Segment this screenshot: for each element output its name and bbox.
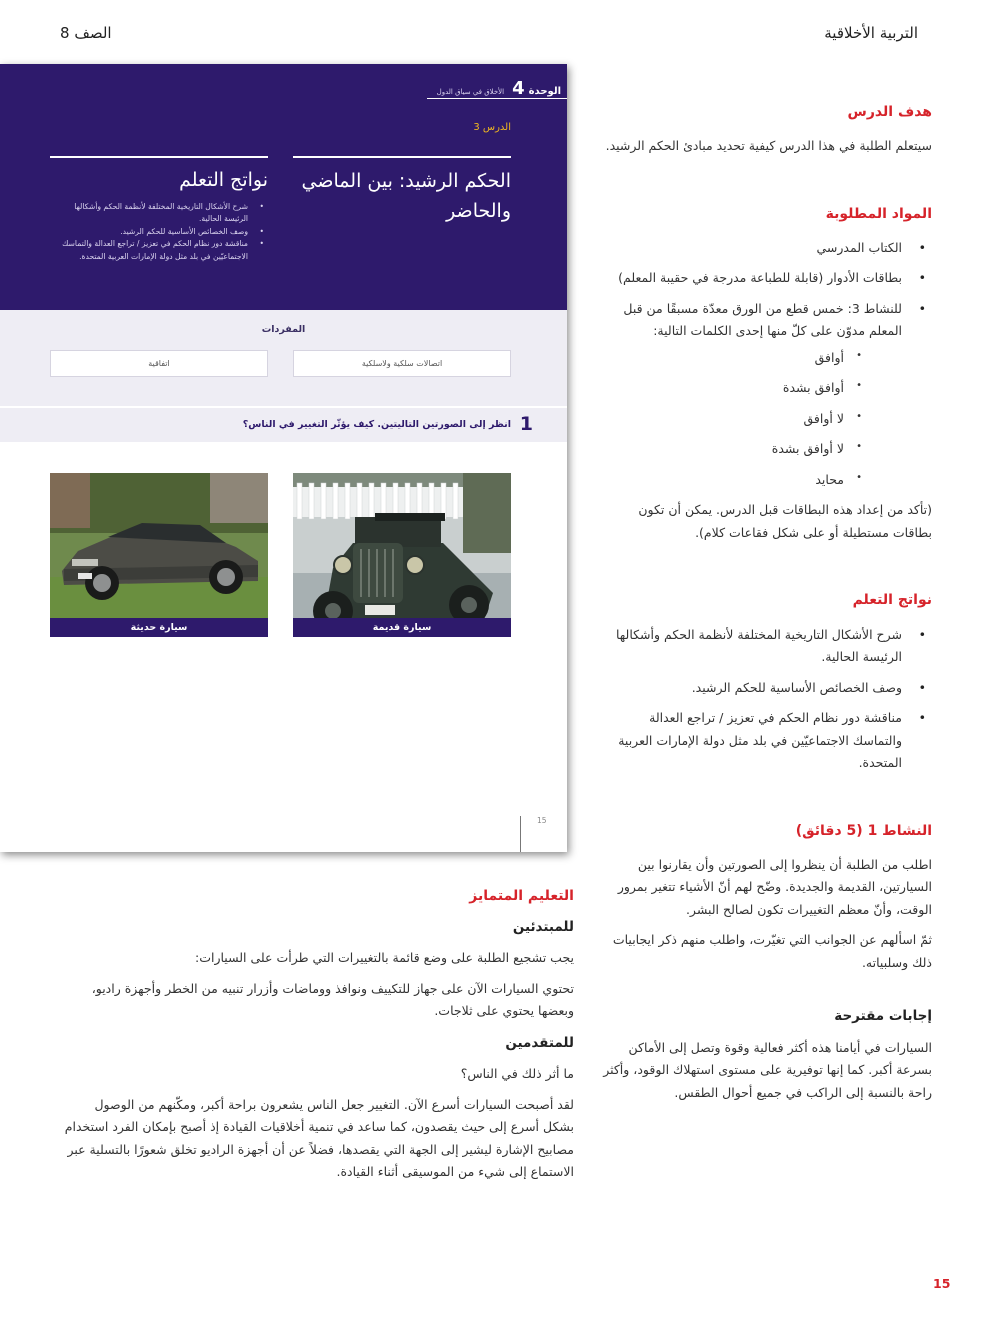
activity-paragraph: ثمّ اسألهم عن الجوانب التي تغيّرت، واطلب منهم ذكر ايجابيات ذلك وسلبياته. bbox=[612, 932, 932, 970]
activity-title bbox=[602, 819, 932, 844]
list-item: • أوافق bbox=[602, 347, 902, 370]
list-item: • مناقشة دور نظام الحكم في تعزيز / تراجع العدالة والتماسك الاجتماعيّين في بلد مثل دولة الإمارات العربية المتحدة. bbox=[50, 238, 268, 263]
unit-label-row bbox=[437, 78, 561, 99]
student-outcomes bbox=[50, 156, 268, 263]
old-car-photo bbox=[293, 473, 511, 637]
objective-text: سيتعلم الطلبة في هذا الدرس كيفية تحديد مبادئ الحكم الرشيد. bbox=[605, 138, 932, 154]
page-number: 15 bbox=[933, 1276, 951, 1291]
differentiation-column bbox=[60, 884, 574, 1192]
beginners-title: للمبتدئين bbox=[512, 919, 574, 936]
list-item: • محايد bbox=[602, 469, 902, 492]
vocabulary-term: اتفاقية bbox=[50, 350, 268, 377]
list-item: • بطاقات الأدوار (قابلة للطباعة مدرجة في حقيبة المعلم) bbox=[602, 267, 932, 290]
lesson-label: الدرس 3 bbox=[473, 122, 511, 133]
materials-note: (تأكد من إعداد هذه البطاقات قبل الدرس. يمكن أن تكون بطاقات مستطيلة أو على شكل فقاعات كلام). bbox=[638, 502, 932, 540]
advanced-question: ما أثر ذلك في الناس؟ bbox=[460, 1066, 574, 1082]
list-item: • مناقشة دور نظام الحكم في تعزيز / تراجع العدالة والتماسك الاجتماعيّين في بلد مثل دولة الإمارات العربية المتحدة. bbox=[602, 707, 932, 775]
student-outcomes-list bbox=[50, 201, 268, 264]
materials-sublist bbox=[602, 347, 902, 492]
answers-title: إجابات مقترحة bbox=[834, 1008, 932, 1025]
vocabulary-title: المفردات bbox=[261, 324, 306, 335]
list-item: • شرح الأشكال التاريخية المختلفة لأنظمة الحكم وأشكالها الرئيسة الحالية. bbox=[602, 624, 932, 669]
objective-title: هدف الدرس bbox=[847, 104, 932, 120]
list-item: • لا أوافق bbox=[602, 408, 902, 431]
question-number: 1 bbox=[519, 413, 533, 435]
activity-title-main: النشاط 1 bbox=[867, 822, 932, 839]
header-grade: الصف 8 bbox=[60, 24, 112, 42]
student-page-number: 15 bbox=[537, 816, 547, 825]
student-page-banner bbox=[0, 64, 567, 310]
student-page-preview bbox=[0, 64, 567, 852]
advanced-answer: لقد أصبحت السيارات أسرع الآن. التغيير جعل الناس يشعرون براحة أكبر، ومكّنهم من الوصول بشكل أسرع إلى حيث يقصدون، كما ساعد في تنمية أخلاقيات القيادة إذ أصبح بإمكان الفرد استخدام مصابيح الإشارة ليشير إلى الجهة التي يقصدها، فضلاً عن أن أجهزة الراديو تخلق شعورًا بالتسلية عبر الاستماع إلى شيء من الموسيقى أثناء القيادة. bbox=[64, 1096, 574, 1180]
unit-label: الوحدة bbox=[528, 86, 561, 97]
list-item: • الكتاب المدرسي bbox=[602, 237, 932, 260]
teacher-notes-column bbox=[602, 100, 932, 1112]
beginners-paragraph: تحتوي السيارات الآن على جهاز للتكييف ونوافذ ووماضات وأزرار تنبيه من الخطر وأجهزة راديو، وبعضها يحتوي على ثلاجات. bbox=[91, 980, 574, 1019]
vocabulary-section bbox=[0, 310, 567, 406]
beginners-paragraph: يجب تشجيع الطلبة على وضع قائمة بالتغييرات التي طرأت على السيارات: bbox=[195, 950, 574, 966]
list-item: • لا أوافق بشدة bbox=[602, 438, 902, 461]
lesson-title: الحكم الرشيد: بين الماضي والحاضر bbox=[293, 156, 511, 227]
answers-text: السيارات في أيامنا هذه أكثر فعالية وقوة وتصل إلى الأماكن بسرعة أكبر. كما إنها توفيرية على مستوى استهلاك الوقود، وأكثر راحة بالنسبة إلى الراكب في جميع أحوال الطقس. bbox=[603, 1039, 932, 1100]
header-subject: التربية الأخلاقية bbox=[824, 24, 918, 42]
vocabulary-term: اتصالات سلكية ولاسلكية bbox=[293, 350, 511, 377]
modern-car-photo bbox=[50, 473, 268, 637]
list-item-text: للنشاط 3: خمس قطع من الورق معدّة مسبقًا من قبل المعلم مدوّن على كلّ منها إحدى الكلمات التالية: bbox=[623, 300, 902, 339]
outcomes-title: نواتج التعلم bbox=[852, 592, 932, 609]
modern-car-caption: سيارة حديثة bbox=[50, 618, 268, 637]
outcomes-list bbox=[602, 624, 932, 775]
unit-number: 4 bbox=[512, 78, 525, 99]
materials-list bbox=[602, 237, 932, 492]
question-bar bbox=[0, 408, 567, 442]
student-outcomes-title: نواتج التعلم bbox=[179, 169, 268, 191]
materials-title: المواد المطلوبة bbox=[825, 205, 932, 222]
unit-divider bbox=[427, 98, 567, 99]
unit-subtitle: الأخلاق في سياق الدول bbox=[436, 88, 505, 96]
list-item: • شرح الأشكال التاريخية المختلفة لأنظمة الحكم وأشكالها الرئيسة الحالية. bbox=[50, 201, 268, 226]
list-item: • أوافق بشدة bbox=[602, 377, 902, 400]
activity-title-time: (5 دقائق) bbox=[795, 822, 863, 839]
list-item bbox=[602, 298, 932, 492]
page-number-divider bbox=[520, 816, 521, 852]
differentiation-title: التعليم المتمايز bbox=[469, 888, 574, 904]
list-item: • وصف الخصائص الأساسية للحكم الرشيد. bbox=[50, 226, 268, 239]
old-car-caption: سيارة قديمة bbox=[293, 618, 511, 637]
advanced-title: للمتقدمين bbox=[505, 1034, 574, 1051]
question-text: انظر إلى الصورتين التاليتين. كيف يؤثّر التغيير في الناس؟ bbox=[242, 419, 511, 430]
list-item: • وصف الخصائص الأساسية للحكم الرشيد. bbox=[602, 677, 932, 700]
activity-paragraph: اطلب من الطلبة أن ينظروا إلى الصورتين وأن يقارنوا بين السيارتين، القديمة والجديدة. وضّح لهم أنّ الأشياء تتغير بمرور الوقت، وأنّ معظم التغييرات تكون لصالح البشر. bbox=[617, 856, 932, 917]
